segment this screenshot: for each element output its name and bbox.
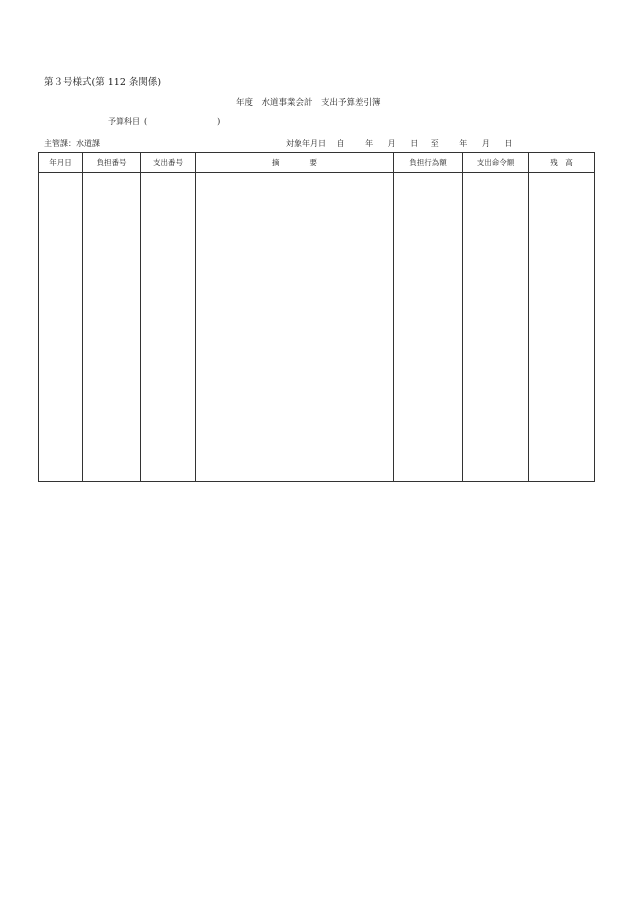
cell-summary [196, 173, 394, 482]
period-month-2: 月 [481, 139, 490, 148]
cell-payment-number [141, 173, 196, 482]
period-label: 対象年月日 [286, 139, 326, 148]
column-header-payment-number: 支出番号 [141, 153, 196, 173]
cell-date [39, 173, 83, 482]
form-number: 第３号様式(第 112 条関係) [44, 77, 162, 88]
budget-item-label: 予算科目 [108, 117, 140, 126]
column-header-summary: 摘 要 [196, 153, 394, 173]
period-year-2: 年 [459, 139, 468, 148]
budget-item-row [108, 116, 220, 127]
period-day-1: 日 [410, 139, 419, 148]
column-header-date: 年月日 [39, 153, 83, 173]
cell-burden-number [83, 173, 141, 482]
column-header-payment-order-amount: 支出命令額 [463, 153, 529, 173]
cell-payment-order-amount [463, 173, 529, 482]
period-from: 自 [336, 139, 345, 148]
cell-burden-amount [394, 173, 463, 482]
department-label: 主管課：水道課 [44, 139, 100, 148]
period-to: 至 [430, 139, 439, 148]
table-body-row [39, 173, 595, 482]
cell-balance [529, 173, 595, 482]
document-title: 年度 水道事業会計 支出予算差引簿 [236, 98, 381, 108]
budget-item-open-paren: ( [144, 117, 148, 126]
period-row [286, 138, 512, 149]
column-header-balance: 残 高 [529, 153, 595, 173]
period-day-2: 日 [504, 139, 513, 148]
column-header-burden-amount: 負担行為額 [394, 153, 463, 173]
table-header-row [39, 153, 595, 173]
period-month-1: 月 [387, 139, 396, 148]
period-year-1: 年 [365, 139, 374, 148]
budget-item-close-paren: ) [217, 117, 221, 126]
column-header-burden-number: 負担番号 [83, 153, 141, 173]
ledger-table [38, 152, 595, 482]
